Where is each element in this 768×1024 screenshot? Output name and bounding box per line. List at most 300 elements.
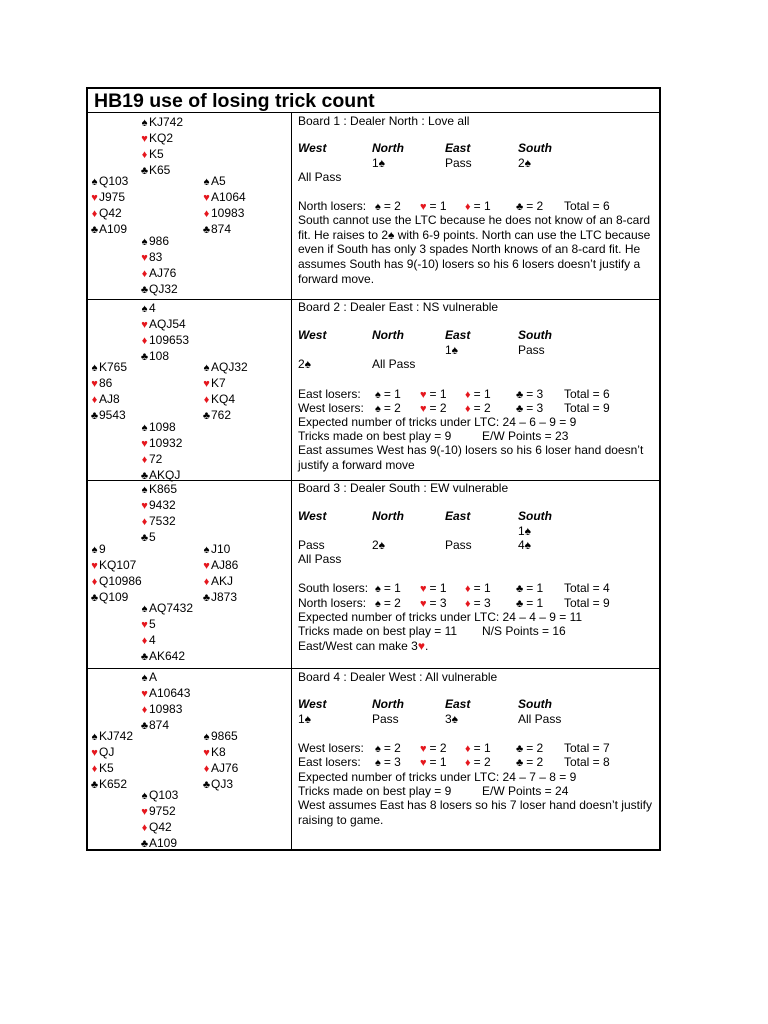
card-holding: 1098: [149, 420, 176, 434]
spade-suit-icon: ♠: [375, 403, 381, 415]
card-holding: A: [149, 670, 158, 684]
spade-holding: [90, 542, 142, 558]
card-holding: J975: [99, 189, 126, 204]
card-holding: AKJ: [211, 573, 234, 588]
diamond-suit-icon: ♦: [465, 389, 471, 401]
col-west: West: [298, 697, 327, 711]
diamond-suit-icon: ♦: [141, 821, 148, 834]
loser-value: = 1: [526, 596, 544, 610]
diamond-suit-icon: ♦: [91, 207, 98, 220]
heart-holding: [90, 376, 127, 392]
club-suit-icon: ♣: [516, 389, 524, 401]
card-holding: Q103: [99, 174, 129, 188]
spade-suit-icon: ♠: [375, 583, 381, 595]
losers-label: East losers:: [298, 755, 361, 769]
diamond-suit-icon: ♦: [141, 267, 148, 280]
spade-suit-icon: ♠: [91, 362, 98, 374]
bid: All Pass: [298, 170, 342, 184]
card-holding: 4: [149, 301, 156, 315]
spade-suit-icon: ♠: [375, 757, 381, 769]
card-holding: K7: [211, 375, 226, 390]
spade-holding: [140, 482, 177, 498]
card-holding: 109653: [149, 332, 190, 347]
bid: 1♠: [372, 156, 386, 170]
diamond-holding: [202, 392, 248, 408]
club-suit-icon: ♣: [202, 409, 211, 422]
spade-suit-icon: ♠: [375, 598, 381, 610]
spade-holding: [90, 729, 133, 745]
club-suit-icon: ♣: [516, 201, 524, 213]
card-holding: 4: [149, 632, 156, 647]
card-holding: J873: [211, 589, 238, 604]
heart-suit-icon: ♥: [417, 639, 425, 653]
diamond-holding: [140, 702, 190, 718]
west-hand: [90, 360, 127, 424]
spade-suit-icon: ♠: [375, 743, 381, 755]
south-hand: [140, 601, 193, 665]
club-suit-icon: ♣: [90, 591, 99, 604]
expected-tricks: Expected number of tricks under LTC: 24 – 4 – 9 = 11: [298, 610, 583, 624]
loser-value: = 1: [383, 581, 401, 595]
spade-holding: [90, 174, 128, 190]
club-suit-icon: ♣: [516, 598, 524, 610]
north-hand: [140, 482, 177, 546]
col-north: North: [372, 328, 404, 342]
card-holding: 83: [149, 249, 163, 264]
heart-loser-count: [420, 581, 447, 597]
bid: 3♠: [445, 712, 459, 726]
spade-holding: [140, 115, 183, 131]
diamond-holding: [140, 633, 193, 649]
heart-suit-icon: ♥: [203, 746, 210, 759]
heart-holding: [140, 686, 190, 702]
card-holding: 9432: [149, 497, 176, 512]
club-suit-icon: ♣: [140, 650, 149, 663]
club-holding: [90, 408, 127, 424]
card-holding: 7532: [149, 513, 176, 528]
deal-diagram: [88, 481, 292, 668]
spade-holding: [140, 301, 189, 317]
loser-value: = 2: [383, 741, 401, 755]
loser-value: = 3: [473, 596, 491, 610]
heart-suit-icon: ♥: [91, 746, 98, 759]
diamond-holding: [140, 266, 178, 282]
bid: 1♠: [298, 712, 312, 726]
card-holding: 874: [149, 717, 170, 732]
heart-suit-icon: ♥: [141, 805, 148, 818]
diamond-suit-icon: ♦: [203, 393, 210, 406]
spade-suit-icon: ♠: [203, 544, 210, 556]
losers-label: North losers:: [298, 596, 367, 610]
heart-suit-icon: ♥: [141, 251, 148, 264]
col-east: East: [445, 509, 471, 523]
card-holding: KQ4: [211, 391, 236, 406]
losers-label: West losers:: [298, 741, 364, 755]
loser-value: = 1: [473, 741, 491, 755]
loser-value: = 2: [429, 741, 447, 755]
spade-suit-icon: ♠: [141, 603, 148, 615]
bid: 2♠: [298, 357, 312, 371]
card-holding: Q42: [149, 819, 172, 834]
col-west: West: [298, 509, 327, 523]
heart-holding: [90, 745, 133, 761]
partnership-points: N/S Points = 16: [482, 624, 566, 638]
club-suit-icon: ♣: [516, 757, 524, 769]
board-commentary: [292, 113, 659, 299]
diamond-suit-icon: ♦: [465, 583, 471, 595]
card-holding: 86: [99, 375, 113, 390]
card-holding: K765: [99, 360, 128, 374]
heart-holding: [140, 498, 177, 514]
diamond-loser-count: [465, 755, 491, 771]
bid: 1♠: [445, 343, 459, 357]
club-suit-icon: ♣: [140, 469, 149, 482]
loser-value: = 3: [429, 596, 447, 610]
club-suit-icon: ♣: [202, 591, 211, 604]
south-hand: [140, 788, 178, 852]
club-loser-count: [516, 755, 543, 771]
diamond-suit-icon: ♦: [91, 393, 98, 406]
club-suit-icon: ♣: [140, 164, 149, 177]
loser-value: = 2: [526, 755, 544, 769]
diamond-suit-icon: ♦: [465, 743, 471, 755]
club-holding: [140, 649, 193, 665]
club-holding: [140, 349, 189, 365]
loser-value: = 1: [429, 755, 447, 769]
card-holding: K652: [99, 776, 128, 791]
diamond-suit-icon: ♦: [91, 762, 98, 775]
card-holding: AJ8: [99, 391, 120, 406]
tricks-made: Tricks made on best play = 9: [298, 784, 452, 798]
club-holding: [202, 777, 238, 793]
diamond-suit-icon: ♦: [141, 634, 148, 647]
club-suit-icon: ♣: [202, 223, 211, 236]
spade-loser-count: [375, 755, 401, 771]
card-holding: K5: [99, 760, 114, 775]
club-holding: [90, 590, 142, 606]
bid: All Pass: [372, 357, 416, 371]
losers-total: Total = 6: [564, 387, 610, 401]
spade-holding: [140, 234, 178, 250]
board-header: Board 2 : Dealer East : NS vulnerable: [298, 300, 499, 314]
club-holding: [202, 222, 246, 238]
club-suit-icon: ♣: [90, 778, 99, 791]
card-holding: K8: [211, 744, 226, 759]
makes-text: East/West can make 3: [298, 639, 418, 653]
heart-suit-icon: ♥: [91, 191, 98, 204]
heart-holding: [140, 131, 183, 147]
diamond-holding: [140, 514, 177, 530]
col-east: East: [445, 141, 471, 155]
club-suit-icon: ♣: [140, 719, 149, 732]
loser-value: = 2: [473, 755, 491, 769]
diamond-suit-icon: ♦: [141, 453, 148, 466]
card-holding: K5: [149, 146, 164, 161]
page-title: HB19 use of losing trick count: [88, 89, 659, 113]
bid: All Pass: [298, 552, 342, 566]
diamond-suit-icon: ♦: [141, 148, 148, 161]
board-commentary: [292, 300, 659, 480]
losers-total: Total = 9: [564, 401, 610, 415]
loser-value: = 2: [429, 401, 447, 415]
club-suit-icon: ♣: [90, 409, 99, 422]
card-holding: 874: [211, 221, 232, 236]
south-hand: [140, 234, 178, 298]
heart-suit-icon: ♥: [141, 318, 148, 331]
heart-holding: [202, 558, 238, 574]
spade-suit-icon: ♠: [141, 790, 148, 802]
card-holding: 9752: [149, 803, 176, 818]
card-holding: 762: [211, 407, 232, 422]
spade-holding: [90, 360, 127, 376]
heart-holding: [202, 376, 248, 392]
losers-total: Total = 7: [564, 741, 610, 755]
col-east: East: [445, 697, 471, 711]
loser-value: = 2: [526, 741, 544, 755]
card-holding: 10983: [211, 205, 245, 220]
card-holding: AQJ54: [149, 316, 186, 331]
east-hand: [202, 729, 238, 793]
club-suit-icon: ♣: [202, 778, 211, 791]
diamond-holding: [90, 206, 128, 222]
diamond-suit-icon: ♦: [141, 515, 148, 528]
loser-value: = 2: [473, 401, 491, 415]
tricks-made: Tricks made on best play = 11: [298, 624, 458, 638]
deal-diagram: [88, 669, 292, 849]
card-holding: QJ32: [149, 281, 178, 296]
loser-value: = 3: [526, 387, 544, 401]
spade-holding: [140, 420, 182, 436]
bid: 2♠: [372, 538, 386, 552]
north-hand: [140, 301, 189, 365]
losers-total: Total = 6: [564, 199, 610, 213]
west-hand: [90, 542, 142, 606]
col-south: South: [518, 328, 552, 342]
loser-value: = 2: [526, 199, 544, 213]
heart-suit-icon: ♥: [91, 559, 98, 572]
spade-suit-icon: ♠: [91, 176, 98, 188]
loser-value: = 2: [383, 596, 401, 610]
deal-diagram: [88, 113, 292, 299]
card-holding: 9543: [99, 407, 126, 422]
card-holding: KQ2: [149, 130, 174, 145]
diamond-holding: [90, 392, 127, 408]
deal-diagram: [88, 300, 292, 480]
loser-value: = 2: [383, 199, 401, 213]
spade-suit-icon: ♠: [203, 176, 210, 188]
diamond-suit-icon: ♦: [465, 598, 471, 610]
club-holding: [140, 163, 183, 179]
heart-loser-count: [420, 755, 447, 771]
diamond-holding: [90, 574, 142, 590]
card-holding: QJ: [99, 744, 115, 759]
spade-suit-icon: ♠: [141, 236, 148, 248]
club-loser-count: [516, 581, 543, 597]
card-holding: AJ86: [211, 557, 239, 572]
diamond-suit-icon: ♦: [465, 757, 471, 769]
card-holding: A109: [149, 835, 178, 850]
analysis-paragraph: East assumes West has 9(-10) losers so his 6 loser hand doesn’t justify a forward move: [298, 443, 644, 472]
diamond-suit-icon: ♦: [465, 403, 471, 415]
diamond-suit-icon: ♦: [141, 334, 148, 347]
heart-holding: [140, 250, 178, 266]
card-holding: AK642: [149, 648, 186, 663]
card-holding: 9865: [211, 729, 238, 743]
partnership-points: E/W Points = 24: [482, 784, 569, 798]
loser-value: = 1: [526, 581, 544, 595]
club-suit-icon: ♣: [140, 837, 149, 850]
bid: All Pass: [518, 712, 562, 726]
card-holding: A5: [211, 174, 226, 188]
bid: Pass: [372, 712, 399, 726]
east-hand: [202, 360, 248, 424]
spade-holding: [202, 360, 248, 376]
east-hand: [202, 542, 238, 606]
spade-holding: [140, 601, 193, 617]
club-holding: [140, 282, 178, 298]
spade-loser-count: [375, 581, 401, 597]
heart-suit-icon: ♥: [420, 757, 427, 769]
club-suit-icon: ♣: [516, 403, 524, 415]
west-hand: [90, 174, 128, 238]
card-holding: 72: [149, 451, 163, 466]
col-north: North: [372, 697, 404, 711]
west-hand: [90, 729, 133, 793]
expected-tricks: Expected number of tricks under LTC: 24 – 6 – 9 = 9: [298, 415, 577, 429]
spade-suit-icon: ♠: [375, 201, 381, 213]
col-west: West: [298, 141, 327, 155]
board-header: Board 3 : Dealer South : EW vulnerable: [298, 481, 509, 495]
card-holding: Q109: [99, 589, 129, 604]
heart-suit-icon: ♥: [203, 377, 210, 390]
diamond-holding: [140, 147, 183, 163]
club-holding: [202, 590, 238, 606]
col-north: North: [372, 509, 404, 523]
bid: 1♠: [518, 524, 532, 538]
heart-suit-icon: ♥: [141, 437, 148, 450]
card-holding: A10643: [149, 685, 191, 700]
heart-holding: [90, 190, 128, 206]
partnership-points: E/W Points = 23: [482, 429, 569, 443]
spade-holding: [140, 788, 178, 804]
club-holding: [90, 777, 133, 793]
loser-value: = 1: [383, 387, 401, 401]
club-holding: [140, 836, 178, 852]
losers-total: Total = 9: [564, 596, 610, 610]
club-suit-icon: ♣: [140, 283, 149, 296]
diamond-suit-icon: ♦: [203, 207, 210, 220]
diamond-holding: [140, 452, 182, 468]
diamond-suit-icon: ♦: [141, 703, 148, 716]
heart-holding: [140, 617, 193, 633]
diamond-suit-icon: ♦: [203, 762, 210, 775]
makes-end: .: [424, 639, 429, 653]
losers-label: South losers:: [298, 581, 369, 595]
diamond-holding: [140, 820, 178, 836]
club-suit-icon: ♣: [516, 583, 524, 595]
club-suit-icon: ♣: [140, 531, 149, 544]
card-holding: AQ7432: [149, 601, 194, 615]
spade-holding: [202, 542, 238, 558]
club-suit-icon: ♣: [140, 350, 149, 363]
loser-value: = 1: [473, 387, 491, 401]
bid: Pass: [445, 538, 472, 552]
card-holding: 108: [149, 348, 170, 363]
board-3: [88, 481, 659, 669]
spade-holding: [202, 729, 238, 745]
heart-suit-icon: ♥: [91, 377, 98, 390]
heart-holding: [140, 317, 189, 333]
diamond-holding: [202, 574, 238, 590]
card-holding: KJ742: [149, 115, 184, 129]
club-suit-icon: ♣: [90, 223, 99, 236]
spade-suit-icon: ♠: [203, 362, 210, 374]
bid: Pass: [518, 343, 545, 357]
heart-holding: [140, 804, 178, 820]
col-east: East: [445, 328, 471, 342]
spade-suit-icon: ♠: [91, 544, 98, 556]
loser-value: = 1: [429, 387, 447, 401]
analysis-paragraph: West assumes East has 8 losers so his 7 loser hand doesn’t justify raising to game.: [298, 798, 652, 827]
spade-holding: [202, 174, 246, 190]
loser-value: = 1: [429, 581, 447, 595]
col-north: North: [372, 141, 404, 155]
card-holding: QJ3: [211, 776, 234, 791]
south-hand: [140, 420, 182, 484]
north-hand: [140, 115, 183, 179]
losers-total: Total = 4: [564, 581, 610, 595]
card-holding: KJ742: [99, 729, 134, 743]
losers-label: East losers:: [298, 387, 361, 401]
heart-suit-icon: ♥: [420, 403, 427, 415]
diamond-holding: [202, 206, 246, 222]
card-holding: Q10986: [99, 573, 142, 588]
loser-value: = 1: [429, 199, 447, 213]
heart-suit-icon: ♥: [420, 201, 427, 213]
heart-suit-icon: ♥: [203, 559, 210, 572]
card-holding: 10932: [149, 435, 183, 450]
losers-label: West losers:: [298, 401, 364, 415]
makes-line: [298, 639, 428, 654]
card-holding: AJ76: [149, 265, 177, 280]
tricks-made: Tricks made on best play = 9: [298, 429, 452, 443]
ltc-sheet: [86, 87, 661, 851]
card-holding: A109: [99, 221, 128, 236]
spade-suit-icon: ♠: [91, 731, 98, 743]
losers-label: North losers:: [298, 199, 367, 213]
heart-suit-icon: ♥: [203, 191, 210, 204]
diamond-holding: [202, 761, 238, 777]
card-holding: J10: [211, 542, 231, 556]
card-holding: K865: [149, 482, 178, 496]
board-commentary: [292, 669, 659, 849]
card-holding: K65: [149, 162, 171, 177]
heart-holding: [90, 558, 142, 574]
board-header: Board 4 : Dealer West : All vulnerable: [298, 670, 498, 684]
heart-suit-icon: ♥: [420, 743, 427, 755]
card-holding: AJ76: [211, 760, 239, 775]
card-holding: 986: [149, 234, 170, 248]
board-header: Board 1 : Dealer North : Love all: [298, 114, 470, 128]
diamond-loser-count: [465, 581, 491, 597]
club-holding: [140, 718, 190, 734]
bid: Pass: [298, 538, 325, 552]
expected-tricks: Expected number of tricks under LTC: 24 – 7 – 8 = 9: [298, 770, 577, 784]
heart-holding: [202, 190, 246, 206]
card-holding: Q103: [149, 788, 179, 802]
col-south: South: [518, 141, 552, 155]
heart-suit-icon: ♥: [141, 687, 148, 700]
